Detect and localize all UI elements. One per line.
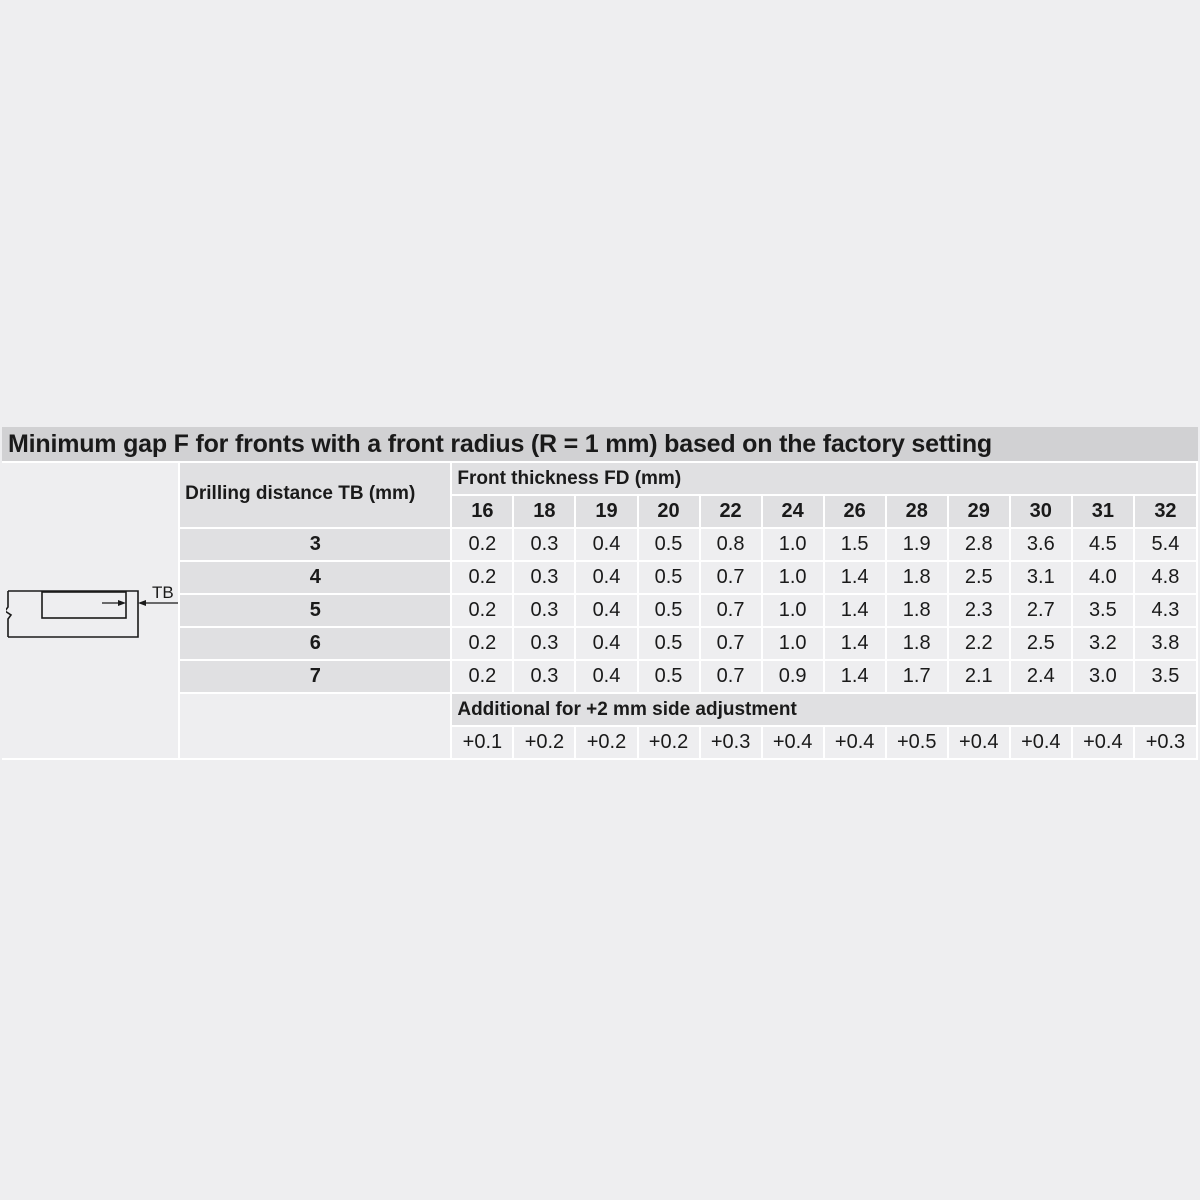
header-row-group bbox=[2, 462, 1197, 495]
fd-column-header: 20 bbox=[638, 495, 700, 528]
blank-cell bbox=[179, 693, 451, 759]
gap-value-cell: 0.2 bbox=[451, 594, 513, 627]
gap-value-cell: 1.8 bbox=[886, 594, 948, 627]
fd-group-header: Front thickness FD (mm) bbox=[451, 462, 1197, 495]
gap-value-cell: 1.5 bbox=[824, 528, 886, 561]
adjustment-value-cell: +0.2 bbox=[638, 726, 700, 759]
adjustment-value-cell: +0.2 bbox=[575, 726, 637, 759]
table-row bbox=[2, 594, 1197, 627]
gap-value-cell: 2.8 bbox=[948, 528, 1010, 561]
gap-value-cell: 1.7 bbox=[886, 660, 948, 693]
fd-column-header: 24 bbox=[762, 495, 824, 528]
gap-value-cell: 0.3 bbox=[513, 660, 575, 693]
gap-value-cell: 0.4 bbox=[575, 561, 637, 594]
gap-value-cell: 0.4 bbox=[575, 594, 637, 627]
gap-value-cell: 0.5 bbox=[638, 594, 700, 627]
adjustment-value-cell: +0.1 bbox=[451, 726, 513, 759]
gap-value-cell: 1.0 bbox=[762, 528, 824, 561]
adjustment-value-cell: +0.4 bbox=[762, 726, 824, 759]
gap-value-cell: 0.2 bbox=[451, 627, 513, 660]
gap-value-cell: 2.3 bbox=[948, 594, 1010, 627]
gap-value-cell: 3.8 bbox=[1134, 627, 1197, 660]
gap-value-cell: 0.5 bbox=[638, 561, 700, 594]
gap-value-cell: 5.4 bbox=[1134, 528, 1197, 561]
fd-column-header: 19 bbox=[575, 495, 637, 528]
gap-value-cell: 0.9 bbox=[762, 660, 824, 693]
fd-column-header: 31 bbox=[1072, 495, 1134, 528]
gap-value-cell: 0.7 bbox=[700, 660, 762, 693]
gap-value-cell: 3.6 bbox=[1010, 528, 1072, 561]
gap-table-block bbox=[2, 427, 1198, 760]
gap-value-cell: 0.3 bbox=[513, 561, 575, 594]
gap-value-cell: 0.8 bbox=[700, 528, 762, 561]
gap-value-cell: 2.2 bbox=[948, 627, 1010, 660]
gap-value-cell: 0.3 bbox=[513, 627, 575, 660]
gap-value-cell: 0.2 bbox=[451, 528, 513, 561]
fd-column-header: 26 bbox=[824, 495, 886, 528]
gap-value-cell: 0.4 bbox=[575, 660, 637, 693]
gap-value-cell: 2.5 bbox=[948, 561, 1010, 594]
fd-column-header: 29 bbox=[948, 495, 1010, 528]
gap-value-cell: 0.5 bbox=[638, 660, 700, 693]
adjustment-value-cell: +0.4 bbox=[1072, 726, 1134, 759]
gap-value-cell: 0.4 bbox=[575, 627, 637, 660]
fd-column-header: 22 bbox=[700, 495, 762, 528]
gap-value-cell: 3.1 bbox=[1010, 561, 1072, 594]
tb-value-cell: 6 bbox=[179, 627, 451, 660]
table-row bbox=[2, 561, 1197, 594]
tb-value-cell: 7 bbox=[179, 660, 451, 693]
gap-value-cell: 0.4 bbox=[575, 528, 637, 561]
gap-value-cell: 2.7 bbox=[1010, 594, 1072, 627]
adjustment-value-cell: +0.3 bbox=[700, 726, 762, 759]
adjustment-value-cell: +0.5 bbox=[886, 726, 948, 759]
table-row bbox=[2, 627, 1197, 660]
gap-value-cell: 2.4 bbox=[1010, 660, 1072, 693]
gap-value-cell: 4.0 bbox=[1072, 561, 1134, 594]
fd-column-header: 30 bbox=[1010, 495, 1072, 528]
gap-value-cell: 0.7 bbox=[700, 561, 762, 594]
adjustment-header: Additional for +2 mm side adjustment bbox=[451, 693, 1197, 726]
adjustment-value-cell: +0.3 bbox=[1134, 726, 1197, 759]
gap-value-cell: 0.7 bbox=[700, 594, 762, 627]
gap-value-cell: 4.5 bbox=[1072, 528, 1134, 561]
gap-value-cell: 1.0 bbox=[762, 594, 824, 627]
gap-value-cell: 1.0 bbox=[762, 627, 824, 660]
gap-value-cell: 3.5 bbox=[1134, 660, 1197, 693]
tb-value-cell: 5 bbox=[179, 594, 451, 627]
gap-value-cell: 0.3 bbox=[513, 594, 575, 627]
gap-value-cell: 1.4 bbox=[824, 561, 886, 594]
gap-value-cell: 3.5 bbox=[1072, 594, 1134, 627]
gap-value-cell: 1.4 bbox=[824, 627, 886, 660]
gap-value-cell: 1.4 bbox=[824, 594, 886, 627]
gap-value-cell: 4.8 bbox=[1134, 561, 1197, 594]
gap-value-cell: 1.8 bbox=[886, 561, 948, 594]
fd-column-header: 16 bbox=[451, 495, 513, 528]
adjustment-value-cell: +0.4 bbox=[824, 726, 886, 759]
adjustment-value-cell: +0.4 bbox=[948, 726, 1010, 759]
fd-column-header: 18 bbox=[513, 495, 575, 528]
gap-value-cell: 2.5 bbox=[1010, 627, 1072, 660]
table-title: Minimum gap F for fronts with a front radius (R = 1 mm) based on the factory setting bbox=[2, 427, 1198, 461]
gap-value-cell: 3.2 bbox=[1072, 627, 1134, 660]
gap-value-cell: 0.3 bbox=[513, 528, 575, 561]
drilling-distance-diagram-icon bbox=[6, 581, 178, 641]
gap-table bbox=[2, 461, 1198, 760]
gap-value-cell: 1.0 bbox=[762, 561, 824, 594]
fd-column-header: 28 bbox=[886, 495, 948, 528]
tb-value-cell: 3 bbox=[179, 528, 451, 561]
tb-value-cell: 4 bbox=[179, 561, 451, 594]
adjustment-value-cell: +0.4 bbox=[1010, 726, 1072, 759]
gap-value-cell: 0.2 bbox=[451, 561, 513, 594]
gap-value-cell: 1.9 bbox=[886, 528, 948, 561]
gap-value-cell: 0.5 bbox=[638, 627, 700, 660]
gap-value-cell: 1.4 bbox=[824, 660, 886, 693]
adjustment-header-row bbox=[2, 693, 1197, 726]
gap-value-cell: 2.1 bbox=[948, 660, 1010, 693]
tb-column-header: Drilling distance TB (mm) bbox=[179, 462, 451, 528]
diagram-cell bbox=[2, 462, 179, 759]
gap-value-cell: 1.8 bbox=[886, 627, 948, 660]
adjustment-value-cell: +0.2 bbox=[513, 726, 575, 759]
gap-value-cell: 4.3 bbox=[1134, 594, 1197, 627]
gap-value-cell: 0.7 bbox=[700, 627, 762, 660]
table-row bbox=[2, 528, 1197, 561]
gap-value-cell: 3.0 bbox=[1072, 660, 1134, 693]
gap-value-cell: 0.2 bbox=[451, 660, 513, 693]
fd-column-header: 32 bbox=[1134, 495, 1197, 528]
diagram-label-tb: TB bbox=[152, 582, 174, 602]
gap-value-cell: 0.5 bbox=[638, 528, 700, 561]
table-row bbox=[2, 660, 1197, 693]
